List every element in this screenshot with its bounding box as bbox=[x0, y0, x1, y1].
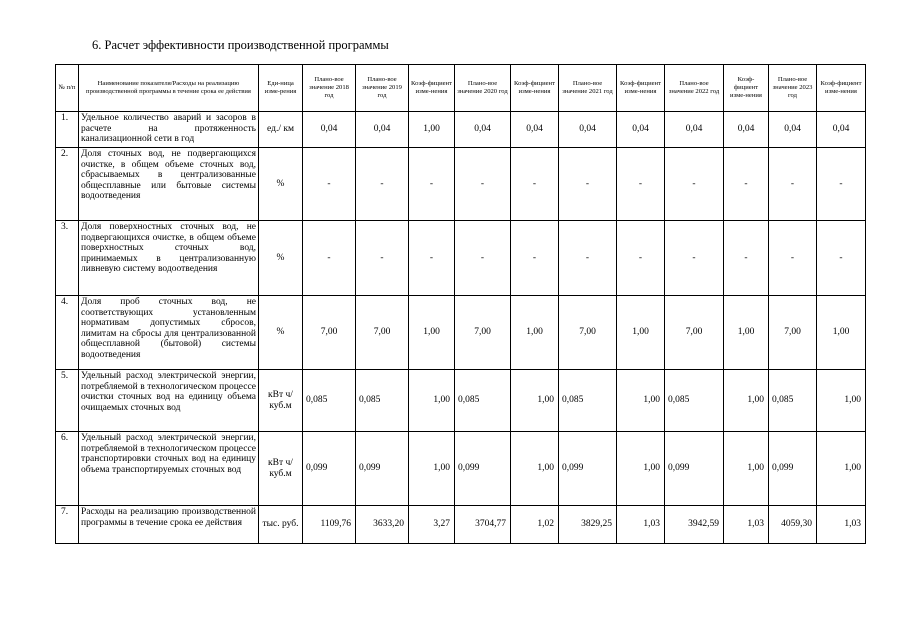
unit-cell: % bbox=[259, 221, 303, 296]
coef-cell: 1,03 bbox=[617, 506, 665, 544]
coef-cell: 1,03 bbox=[817, 506, 866, 544]
value-cell: - bbox=[356, 148, 409, 221]
row-number: 5. bbox=[56, 370, 79, 432]
value-cell: 7,00 bbox=[559, 296, 617, 370]
coef-cell: 1,00 bbox=[409, 112, 455, 148]
coef-cell: 1,03 bbox=[724, 506, 769, 544]
coef-cell: 1,00 bbox=[817, 296, 866, 370]
coef-cell: 0,04 bbox=[511, 112, 559, 148]
coef-cell: 1,00 bbox=[511, 370, 559, 432]
value-cell: 0,085 bbox=[303, 370, 356, 432]
value-cell: 3704,77 bbox=[455, 506, 511, 544]
coef-cell: - bbox=[617, 221, 665, 296]
coef-cell: 1,00 bbox=[511, 432, 559, 506]
value-cell: 7,00 bbox=[665, 296, 724, 370]
unit-cell: тыс. руб. bbox=[259, 506, 303, 544]
unit-cell: кВт ч/куб.м bbox=[259, 370, 303, 432]
unit-cell: % bbox=[259, 296, 303, 370]
coef-cell: 1,00 bbox=[724, 432, 769, 506]
unit-cell: % bbox=[259, 148, 303, 221]
coef-cell: - bbox=[511, 221, 559, 296]
coef-cell: 1,00 bbox=[617, 432, 665, 506]
indicator-name: Удельный расход электрической энергии, потребляемой в технологическом процессе транспортировки сточных вод на единицу объема транспортируемых сточных вод bbox=[79, 432, 259, 506]
value-cell: 0,085 bbox=[356, 370, 409, 432]
value-cell: - bbox=[303, 221, 356, 296]
value-cell: 0,085 bbox=[665, 370, 724, 432]
header-cell: Плано-вое значение 2019 год bbox=[356, 65, 409, 112]
header-cell: Еди-ница изме-рения bbox=[259, 65, 303, 112]
value-cell: - bbox=[356, 221, 409, 296]
value-cell: 4059,30 bbox=[769, 506, 817, 544]
value-cell: 3829,25 bbox=[559, 506, 617, 544]
indicator-name: Доля сточных вод, не подвергающихся очистке, в общем объеме сточных вод, сбрасываемых в централизованные общесплавные или бытовые системы водоотведения bbox=[79, 148, 259, 221]
value-cell: 0,099 bbox=[356, 432, 409, 506]
value-cell: 0,099 bbox=[559, 432, 617, 506]
value-cell: - bbox=[455, 148, 511, 221]
coef-cell: 1,00 bbox=[617, 296, 665, 370]
coef-cell: 1,00 bbox=[617, 370, 665, 432]
unit-cell: кВт ч/куб.м bbox=[259, 432, 303, 506]
value-cell: 3942,59 bbox=[665, 506, 724, 544]
section-title: 6. Расчет эффективности производственной программы bbox=[92, 38, 389, 52]
coef-cell: - bbox=[724, 221, 769, 296]
value-cell: 7,00 bbox=[769, 296, 817, 370]
row-number: 7. bbox=[56, 506, 79, 544]
value-cell: - bbox=[303, 148, 356, 221]
value-cell: - bbox=[559, 221, 617, 296]
header-cell: Наименование показателя/Расходы на реализацию производственной программы в течение срока ее действия bbox=[79, 65, 259, 112]
coef-cell: - bbox=[409, 148, 455, 221]
value-cell: - bbox=[559, 148, 617, 221]
coef-cell: 0,04 bbox=[817, 112, 866, 148]
value-cell: - bbox=[769, 148, 817, 221]
coef-cell: - bbox=[724, 148, 769, 221]
coef-cell: - bbox=[817, 148, 866, 221]
coef-cell: - bbox=[817, 221, 866, 296]
value-cell: 0,04 bbox=[559, 112, 617, 148]
table-row bbox=[56, 221, 866, 296]
value-cell: 3633,20 bbox=[356, 506, 409, 544]
header-cell: Плано-вое значение 2018 год bbox=[303, 65, 356, 112]
coef-cell: 1,02 bbox=[511, 506, 559, 544]
value-cell: 7,00 bbox=[455, 296, 511, 370]
value-cell: - bbox=[665, 221, 724, 296]
unit-cell: ед./ км bbox=[259, 112, 303, 148]
coef-cell: - bbox=[511, 148, 559, 221]
header-row bbox=[56, 65, 866, 112]
coef-cell: 0,04 bbox=[724, 112, 769, 148]
table-row bbox=[56, 506, 866, 544]
value-cell: 0,085 bbox=[455, 370, 511, 432]
value-cell: 0,099 bbox=[303, 432, 356, 506]
coef-cell: 1,00 bbox=[409, 370, 455, 432]
coef-cell: 0,04 bbox=[617, 112, 665, 148]
header-cell: Плано-вое значение 2022 год bbox=[665, 65, 724, 112]
coef-cell: 3,27 bbox=[409, 506, 455, 544]
coef-cell: 1,00 bbox=[409, 432, 455, 506]
table-row bbox=[56, 432, 866, 506]
header-cell: Коэф-фициент изме-нения bbox=[617, 65, 665, 112]
value-cell: 0,04 bbox=[356, 112, 409, 148]
coef-cell: 1,00 bbox=[724, 296, 769, 370]
coef-cell: - bbox=[409, 221, 455, 296]
value-cell: 0,099 bbox=[455, 432, 511, 506]
row-number: 4. bbox=[56, 296, 79, 370]
table-row bbox=[56, 370, 866, 432]
indicator-name: Удельное количество аварий и засоров в расчете на протяженность канализационной сети в год bbox=[79, 112, 259, 148]
row-number: 2. bbox=[56, 148, 79, 221]
header-cell: Коэф-фициент изме-нения bbox=[817, 65, 866, 112]
efficiency-table bbox=[55, 64, 866, 544]
value-cell: 0,099 bbox=[665, 432, 724, 506]
header-cell: Плано-вое значение 2020 год bbox=[455, 65, 511, 112]
header-cell: Коэф-фициент изме-нения bbox=[511, 65, 559, 112]
header-cell: Плано-вое значение 2023 год bbox=[769, 65, 817, 112]
value-cell: 0,04 bbox=[769, 112, 817, 148]
value-cell: 0,099 bbox=[769, 432, 817, 506]
table-row bbox=[56, 112, 866, 148]
coef-cell: - bbox=[617, 148, 665, 221]
value-cell: 7,00 bbox=[356, 296, 409, 370]
header-cell: Коэф-фициент изме-нения bbox=[724, 65, 769, 112]
header-cell: Коэф-фициент изме-нения bbox=[409, 65, 455, 112]
indicator-name: Доля проб сточных вод, не соответствующих установленным нормативам допустимых сбросов, лимитам на сбросы для централизованной общесплавной (бытовой) системы водоотведения bbox=[79, 296, 259, 370]
row-number: 1. bbox=[56, 112, 79, 148]
coef-cell: 1,00 bbox=[409, 296, 455, 370]
coef-cell: 1,00 bbox=[817, 370, 866, 432]
value-cell: 1109,76 bbox=[303, 506, 356, 544]
row-number: 3. bbox=[56, 221, 79, 296]
header-cell: Плано-вое значение 2021 год bbox=[559, 65, 617, 112]
value-cell: 0,085 bbox=[559, 370, 617, 432]
value-cell: 0,04 bbox=[665, 112, 724, 148]
table-row bbox=[56, 148, 866, 221]
value-cell: 7,00 bbox=[303, 296, 356, 370]
value-cell: - bbox=[769, 221, 817, 296]
value-cell: - bbox=[665, 148, 724, 221]
row-number: 6. bbox=[56, 432, 79, 506]
value-cell: 0,085 bbox=[769, 370, 817, 432]
coef-cell: 1,00 bbox=[511, 296, 559, 370]
value-cell: 0,04 bbox=[455, 112, 511, 148]
indicator-name: Удельный расход электрической энергии, потребляемой в технологическом процессе очистки сточных вод на единицу объема очищаемых сточных вод bbox=[79, 370, 259, 432]
indicator-name: Расходы на реализацию производственной программы в течение срока ее действия bbox=[79, 506, 259, 544]
coef-cell: 1,00 bbox=[724, 370, 769, 432]
header-cell: № п/п bbox=[56, 65, 79, 112]
coef-cell: 1,00 bbox=[817, 432, 866, 506]
indicator-name: Доля поверхностных сточных вод, не подвергающихся очистке, в общем объеме поверхностных сточных вод, принимаемых в централизованную ливневую систему водоотведения bbox=[79, 221, 259, 296]
table-row bbox=[56, 296, 866, 370]
value-cell: - bbox=[455, 221, 511, 296]
value-cell: 0,04 bbox=[303, 112, 356, 148]
